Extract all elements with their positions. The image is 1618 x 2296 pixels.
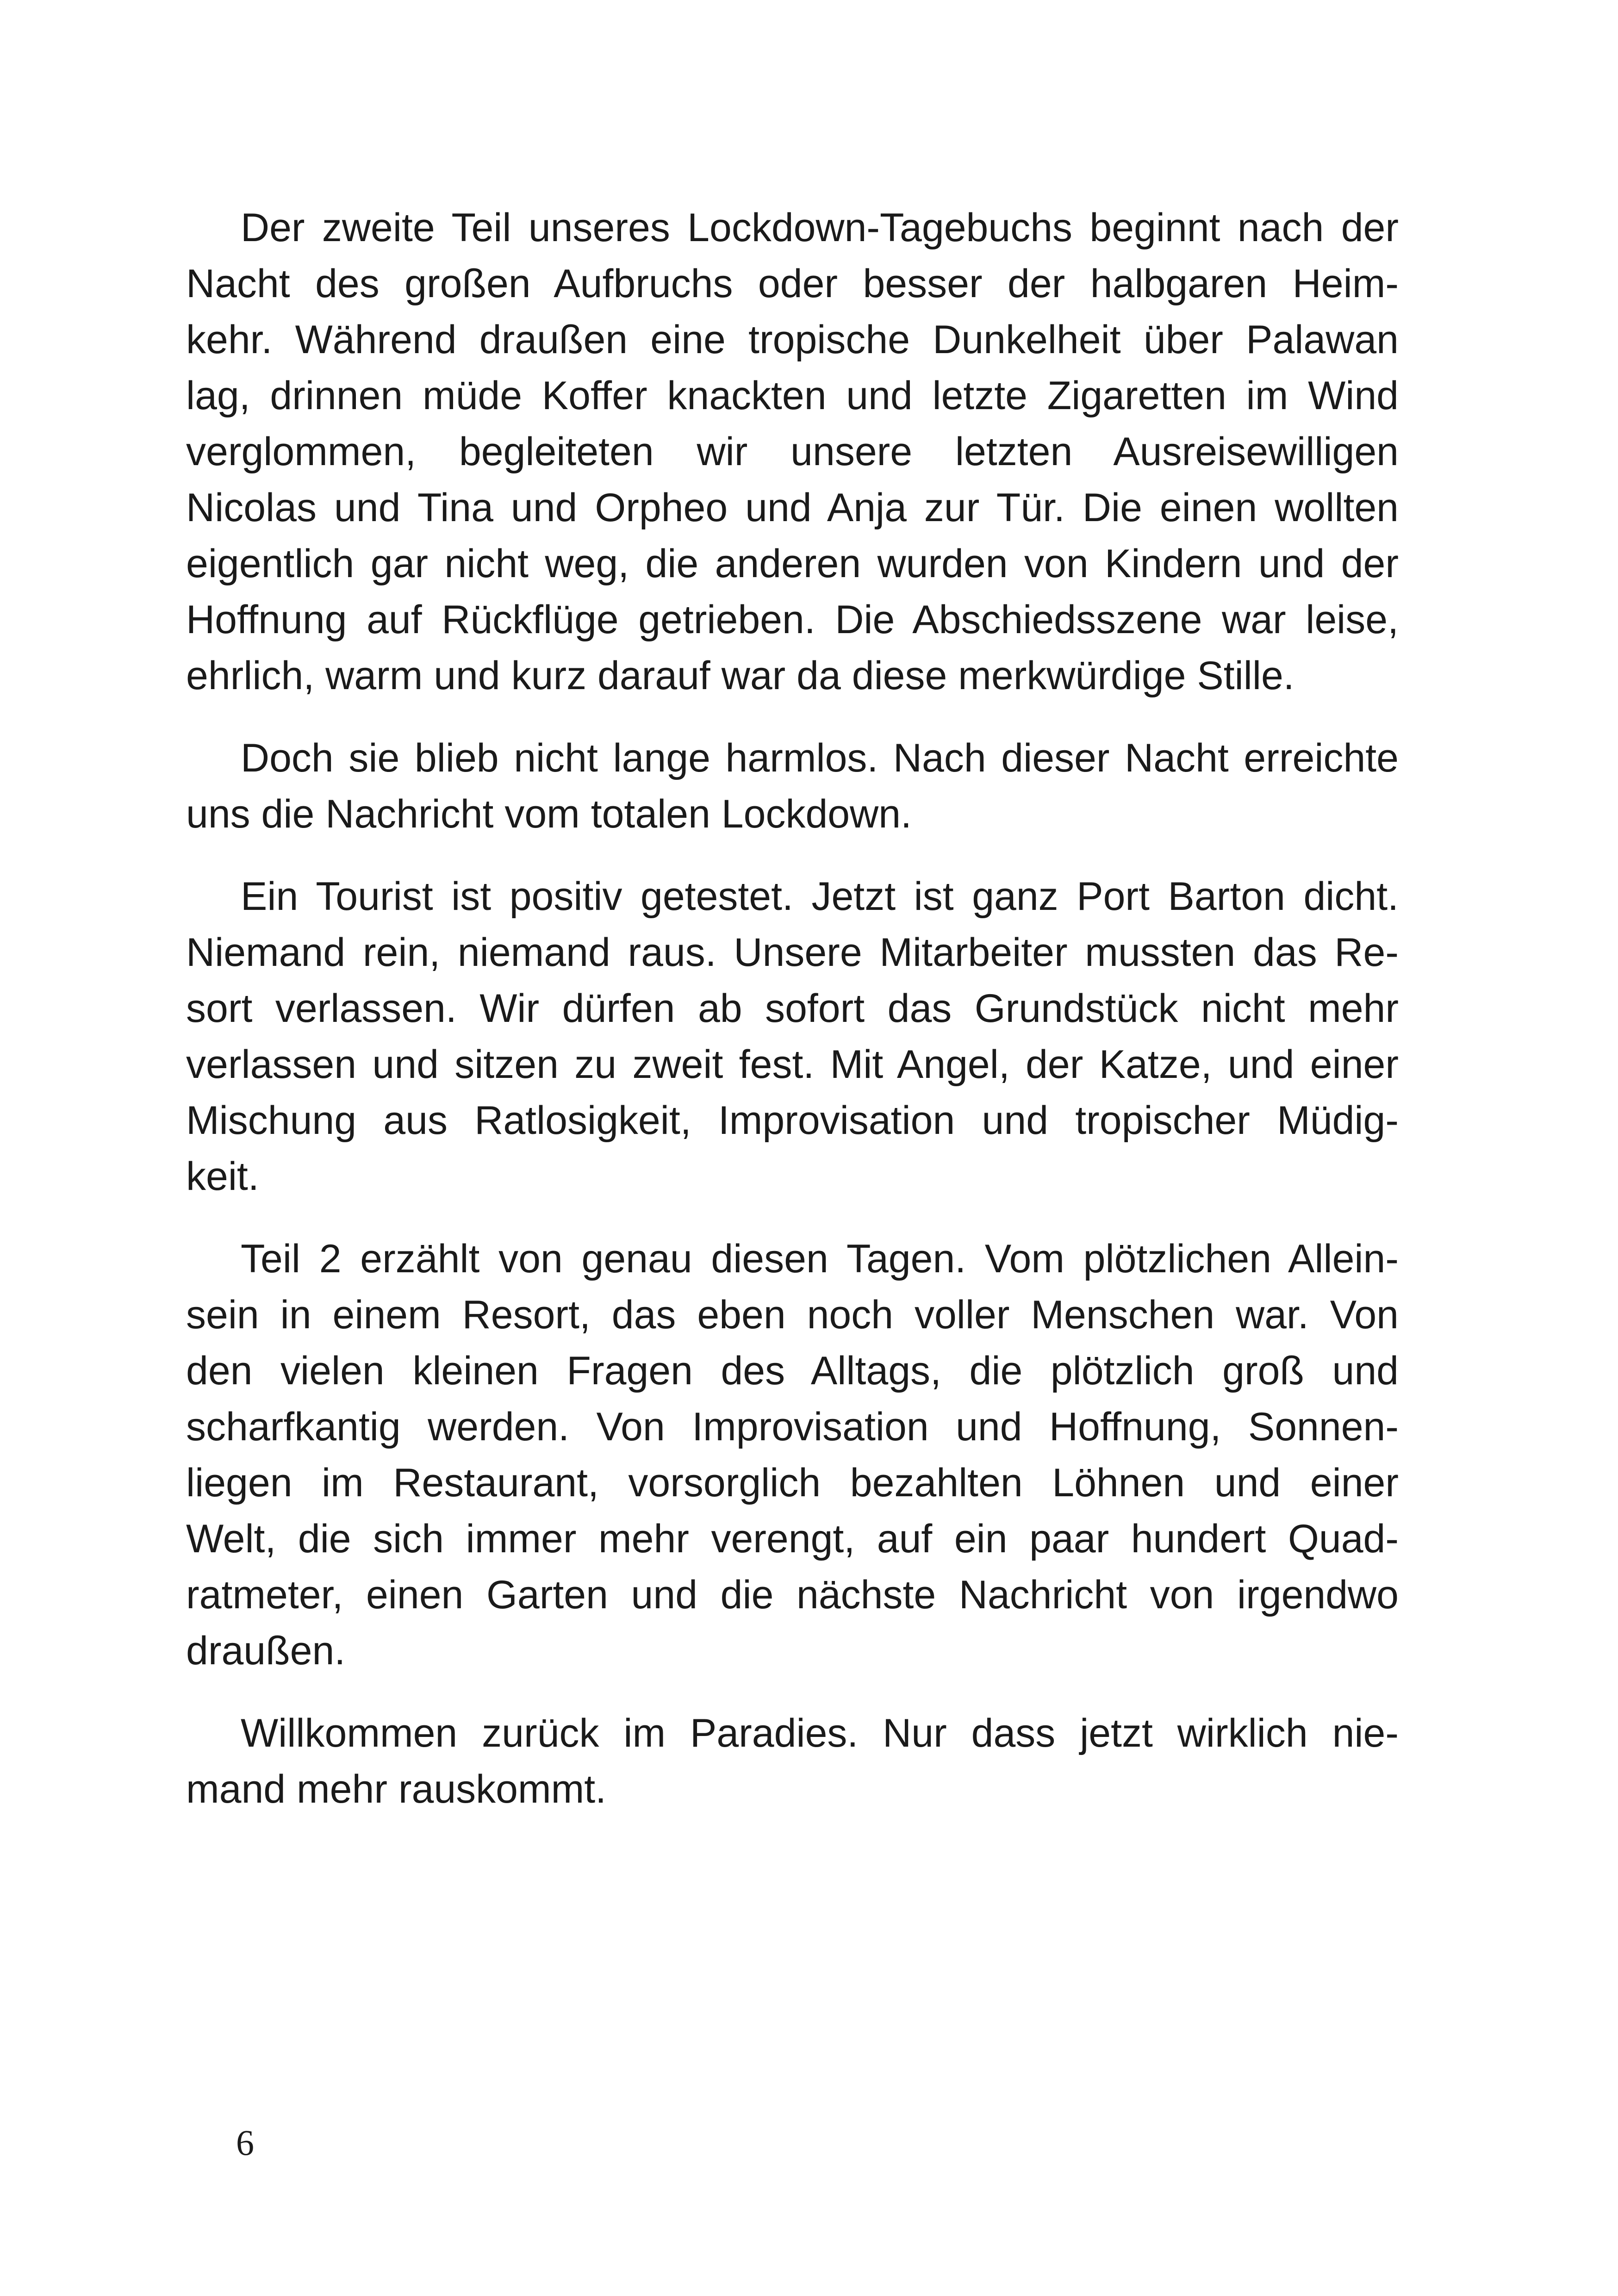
page-number: 6: [236, 2122, 254, 2163]
paragraph-1-line-4: lag, drinnen müde Koffer knackten und letzte Zigaretten im Wind: [186, 373, 1399, 418]
paragraph-4-line-8: draußen.: [186, 1629, 346, 1673]
paragraph-2-line-2: uns die Nachricht vom totalen Lockdown.: [186, 792, 912, 836]
paragraph-1-line-9: ehrlich, warm und kurz darauf war da diese merkwürdige Stille.: [186, 653, 1294, 698]
paragraph-gap: [186, 1205, 1399, 1231]
paragraph-3-line-6: keit.: [186, 1154, 259, 1199]
paragraph-1-line-2: Nacht des großen Aufbruchs oder besser der halbgaren Heim-: [186, 261, 1399, 306]
paragraph-2-line-1: Doch sie blieb nicht lange harmlos. Nach dieser Nacht erreichte: [241, 736, 1399, 780]
paragraph-1-line-8: Hoffnung auf Rückflüge getrieben. Die Abschiedsszene war leise,: [186, 597, 1399, 642]
paragraph-5-line-1: Willkommen zurück im Paradies. Nur dass jetzt wirklich nie-: [241, 1711, 1399, 1755]
paragraph-gap: [186, 842, 1399, 869]
paragraph-5-line-2: mand mehr rauskommt.: [186, 1767, 607, 1811]
paragraph-4-line-1: Teil 2 erzählt von genau diesen Tagen. Vom plötzlichen Allein-: [241, 1237, 1399, 1281]
paragraph-gap: [186, 704, 1399, 730]
paragraph-3-line-1: Ein Tourist ist positiv getestet. Jetzt ist ganz Port Barton dicht.: [241, 874, 1399, 919]
paragraph-4-line-5: liegen im Restaurant, vorsorglich bezahlten Löhnen und einer: [186, 1461, 1399, 1505]
paragraph-3-line-5: Mischung aus Ratlosigkeit, Improvisation und tropischer Müdig-: [186, 1098, 1399, 1143]
paragraph-4-line-7: ratmeter, einen Garten und die nächste Nachricht von irgendwo: [186, 1573, 1399, 1617]
paragraph-3-line-3: sort verlassen. Wir dürfen ab sofort das Grundstück nicht mehr: [186, 986, 1399, 1031]
paragraph-4-line-6: Welt, die sich immer mehr verengt, auf ein paar hundert Quad-: [186, 1517, 1399, 1561]
paragraph-1-line-5: verglommen, begleiteten wir unsere letzten Ausreisewilligen: [186, 429, 1399, 474]
paragraph-1-line-3: kehr. Während draußen eine tropische Dunkelheit über Palawan: [186, 317, 1399, 362]
paragraph-1-line-1: Der zweite Teil unseres Lockdown-Tagebuchs beginnt nach der: [241, 205, 1399, 250]
body-text: [186, 200, 1399, 1817]
paragraph-4-line-2: sein in einem Resort, das eben noch voller Menschen war. Von: [186, 1293, 1399, 1337]
paragraph-gap: [186, 1679, 1399, 1705]
paragraph-3-line-4: verlassen und sitzen zu zweit fest. Mit Angel, der Katze, und einer: [186, 1042, 1399, 1087]
paragraph-3-line-2: Niemand rein, niemand raus. Unsere Mitarbeiter mussten das Re-: [186, 930, 1399, 975]
paragraph-1-line-6: Nicolas und Tina und Orpheo und Anja zur Tür. Die einen wollten: [186, 485, 1399, 530]
paragraph-4-line-3: den vielen kleinen Fragen des Alltags, die plötzlich groß und: [186, 1349, 1399, 1393]
paragraph-1-line-7: eigentlich gar nicht weg, die anderen wurden von Kindern und der: [186, 541, 1399, 586]
paragraph-4-line-4: scharfkantig werden. Von Improvisation und Hoffnung, Sonnen-: [186, 1405, 1399, 1449]
